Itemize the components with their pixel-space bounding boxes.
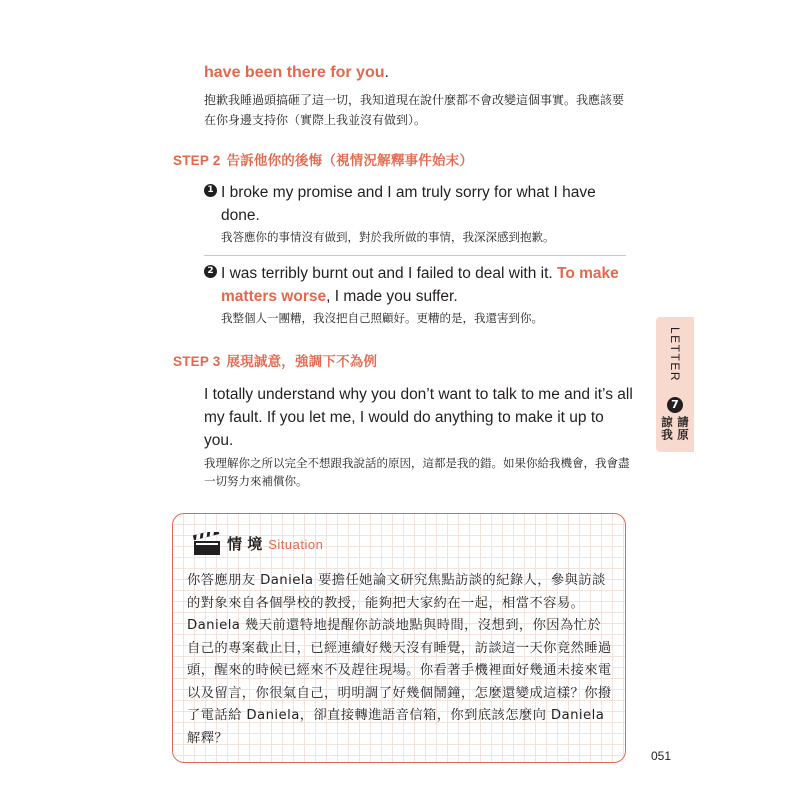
- situation-text: 你答應朋友 Daniela 要擔任她論文研究焦點訪談的紀錄人，參與訪談的對象來自各個學校的教授，能夠把大家約在一起，相當不容易。Daniela 幾天前還特地提醒你訪談地點與時間，沒想到，你因為忙於自己的專案截止日，已經連續好幾天沒有睡覺，訪談這一天你竟然睡過頭，醒來的時候已經來不及趕往現場。你看著手機裡面好幾通未接來電以及留言，你很氣自己，明明調了好幾個鬧鐘，怎麼還變成這樣？你撥了電話給 Daniela，卻直接轉進語音信箱，你到底該怎麼向 Daniela 解釋？: [187, 573, 612, 746]
- step3-english: I totally understand why you don’t want to talk to me and it’s all my fault. If you let me, I would do anything to make it up to you.: [204, 386, 633, 449]
- item-2-english: [221, 262, 636, 308]
- page-number: 051: [651, 749, 672, 763]
- item-2-english-post: , I made you suffer.: [326, 288, 458, 305]
- chapter-side-tab: [656, 317, 694, 452]
- situation-title: [227, 533, 323, 554]
- step2-item-2: [204, 262, 636, 327]
- side-tab-letter: LETTER: [668, 327, 682, 383]
- step3-label: STEP 3: [173, 354, 221, 369]
- key-phrase-period: .: [384, 64, 389, 81]
- item-2-english-pre: I was terribly burnt out and I failed to deal with it.: [221, 265, 558, 282]
- item-2-translation: 我整個人一團糟，我沒把自己照顧好。更糟的是，我還害到你。: [221, 311, 543, 325]
- step3-body: [204, 383, 634, 490]
- step2-item-1: [204, 181, 636, 246]
- item-2-highlight: To make matters worse: [221, 265, 619, 305]
- key-phrase-text: have been there for you: [204, 64, 385, 81]
- step2-label: STEP 2: [173, 153, 221, 168]
- key-phrase-translation: 抱歉我睡過頭搞砸了這一切，我知道現在說什麼都不會改變這個事實。我應該要在你身邊支持你（實際上我並沒有做到）。: [204, 93, 625, 127]
- side-tab-title: 請原諒我: [660, 416, 690, 441]
- step3-translation: 我理解你之所以完全不想跟我說話的原因，這都是我的錯。如果你給我機會，我會盡一切努力來補償你。: [204, 456, 630, 488]
- item-1-english: I broke my promise and I am truly sorry for what I have done.: [221, 184, 596, 224]
- item-divider: [204, 255, 626, 256]
- item-1-translation: 我答應你的事情沒有做到，對於我所做的事情，我深深感到抱歉。: [221, 230, 555, 244]
- step2-title: 告訴他你的後悔（視情況解釋事件始末）: [226, 153, 474, 169]
- key-phrase: [204, 64, 389, 82]
- step3-heading: [173, 350, 377, 370]
- step3-title: 展現誠意，強調下不為例: [226, 354, 378, 370]
- situation-title-en: Situation: [268, 537, 324, 552]
- situation-title-zh: 情 境: [227, 535, 263, 553]
- side-tab-number: 7: [667, 397, 683, 413]
- number-badge-1: 1: [204, 184, 217, 197]
- number-badge-2: 2: [204, 265, 217, 278]
- step2-heading: [173, 149, 473, 169]
- clapperboard-icon: [193, 532, 221, 556]
- situation-box: [172, 513, 626, 763]
